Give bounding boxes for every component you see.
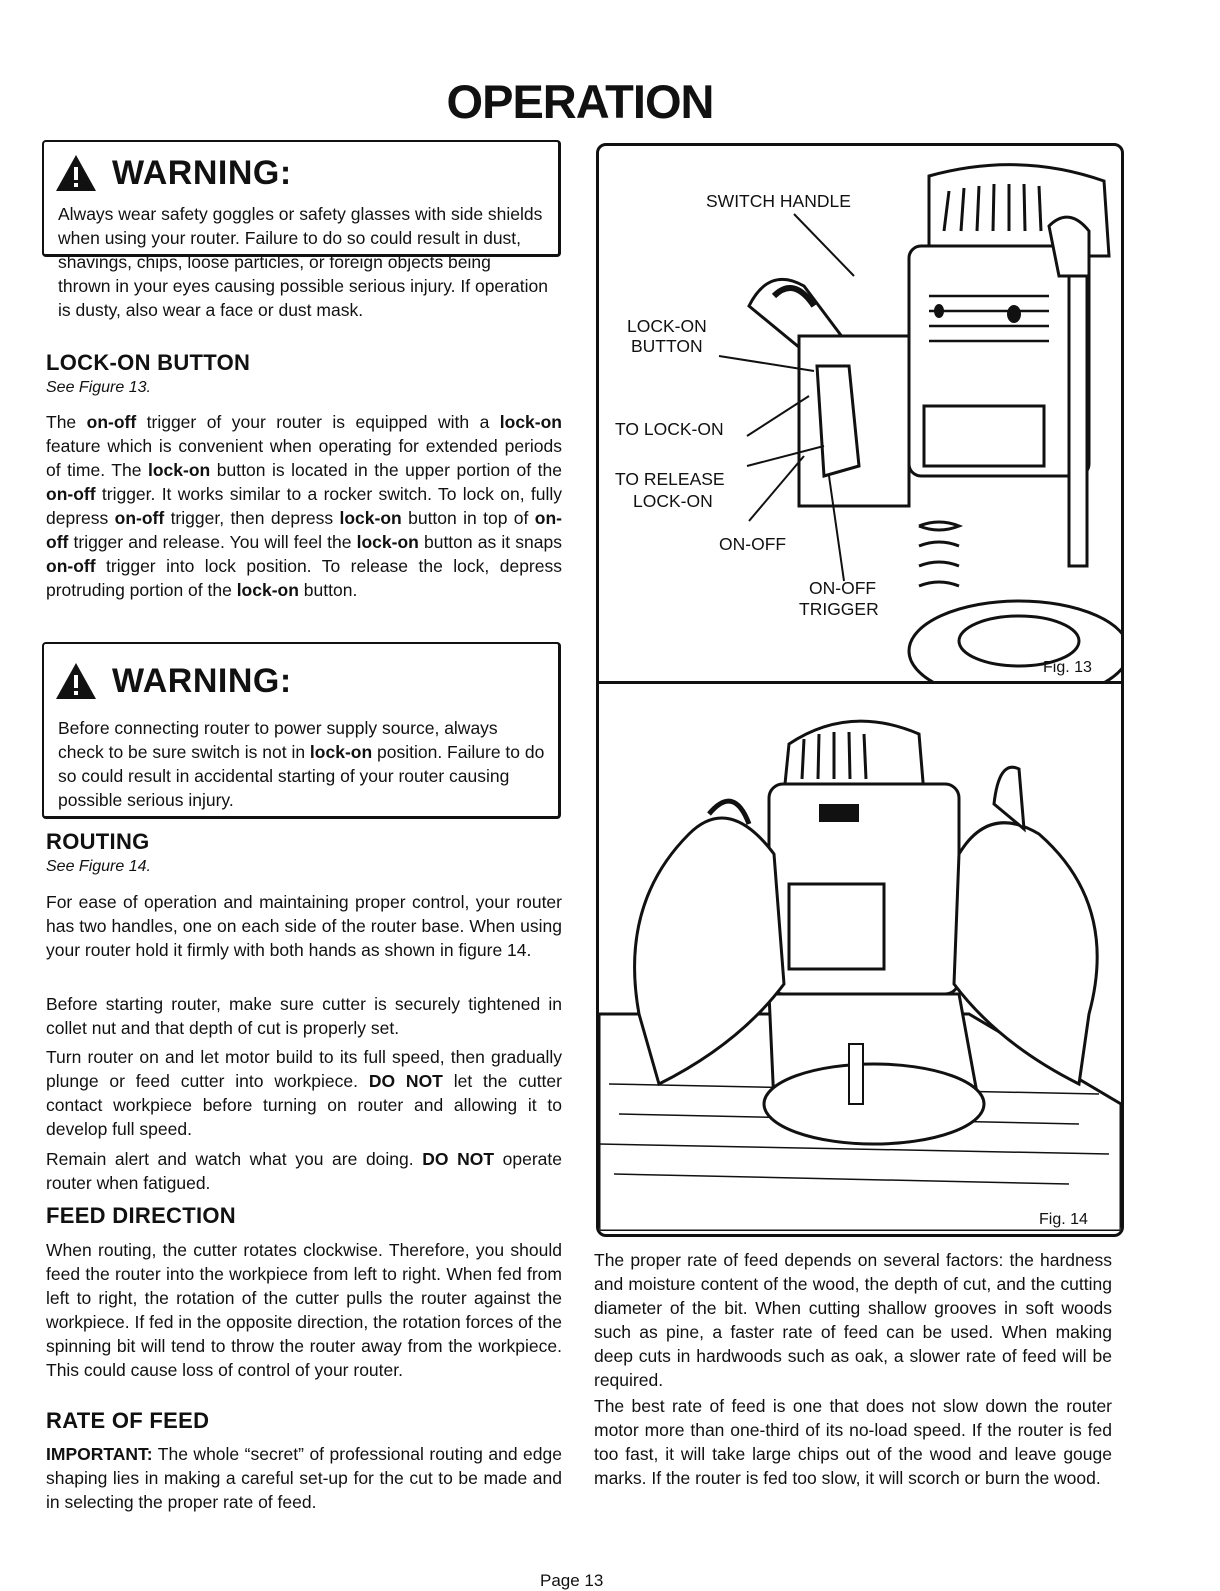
warning-triangle-icon (54, 661, 98, 701)
routing-paragraph-2: Before starting router, make sure cutter is securely tightened in collet nut and that depth of cut is properly set. (46, 994, 562, 1038)
see-figure-13: See Figure 13. (46, 379, 151, 396)
figure-14-caption: Fig. 14 (1039, 1211, 1088, 1228)
page-number: Page 13 (540, 1571, 604, 1590)
figure-13-caption: Fig. 13 (1043, 659, 1092, 676)
warning-triangle-icon (54, 153, 98, 193)
warning-box-lock-on-check (42, 642, 561, 819)
warning-text: Always wear safety goggles or safety glasses with side shields when using your router. Failure to do so could result in dust, shavings, chips, loose particles, or foreign objects being thrown in your eyes causing possible serious injury. If operation is dusty, also wear a face or dust mask. (58, 204, 548, 320)
warning-header (44, 644, 558, 712)
routing-paragraph-3: Turn router on and let motor build to its full speed, then gradually plunge or feed cutter into workpiece. DO NOT let the cutter contact workpiece before turning on router and allowing it to develop full speed. (46, 1047, 562, 1139)
warning-header (44, 142, 558, 198)
routing-paragraph-4: Remain alert and watch what you are doing. DO NOT operate router when fatigued. (46, 1149, 562, 1193)
routing-paragraph-1: For ease of operation and maintaining proper control, your router has two handles, one on each side of the router base. When using your router hold it firmly with both hands as shown in figure 14. (46, 892, 562, 960)
label-on-off-trigger-line2: TRIGGER (799, 599, 879, 619)
label-on-off: ON-OFF (719, 534, 787, 554)
page-title: OPERATION (446, 75, 714, 128)
label-lock-on-button-line1: LOCK-ON (627, 316, 707, 336)
label-to-release-line1: TO RELEASE (615, 469, 725, 489)
lock-on-paragraph: The on-off trigger of your router is equipped with a lock-on feature which is convenient when operating for extended periods of time. The lock-on button is located in the upper portion of the on-off trigger. It works similar to a rocker switch. To lock on, fully depress on-off trigger, then depress lock-on button in top of on-off trigger and release. You will feel the lock-on button as it snaps on-off trigger into lock position. To release the lock, depress protruding portion of the lock-on button. (46, 412, 562, 600)
rate-of-feed-factors-paragraph: The proper rate of feed depends on several factors: the hardness and moisture content of the wood, the depth of cut, and the cutting diameter of the bit. When cutting shallow grooves in soft woods such as pine, a faster rate of feed can be used. When making deep cuts in hardwoods such as oak, a slower rate of feed will be required. (594, 1250, 1112, 1390)
label-to-release-line2: LOCK-ON (633, 491, 713, 511)
router-routing-illustration (599, 684, 1121, 1231)
label-switch-handle: SWITCH HANDLE (706, 191, 851, 211)
figure-box (596, 143, 1124, 1237)
warning-heading: WARNING: (112, 661, 292, 700)
see-figure-14: See Figure 14. (46, 858, 151, 875)
label-lock-on-button-line2: BUTTON (631, 336, 703, 356)
section-heading-routing: ROUTING (46, 829, 150, 854)
section-heading-lock-on-button: LOCK-ON BUTTON (46, 350, 251, 375)
label-to-lock-on: TO LOCK-ON (615, 419, 724, 439)
warning-heading: WARNING: (112, 153, 292, 192)
rate-of-feed-paragraph: IMPORTANT: The whole “secret” of professional routing and edge shaping lies in making a careful set-up for the cut to be made and in selecting the proper rate of feed. (46, 1444, 562, 1512)
section-heading-feed-direction: FEED DIRECTION (46, 1203, 236, 1228)
section-heading-rate-of-feed: RATE OF FEED (46, 1408, 210, 1433)
warning-box-safety-goggles (42, 140, 561, 320)
label-on-off-trigger-line1: ON-OFF (809, 578, 877, 598)
feed-direction-paragraph: When routing, the cutter rotates clockwise. Therefore, you should feed the router into the workpiece from left to right. When fed from left to right, the rotation of the cutter pulls the router against the workpiece. If fed in the opposite direction, the rotation forces of the spinning bit will tend to throw the router away from the workpiece. This could cause loss of control of your router. (46, 1240, 562, 1380)
warning-text: Before connecting router to power supply source, always check to be sure switch is not in lock-on position. Failure to do so could result in accidental starting of your router causing possible serious injury. (58, 718, 545, 810)
best-rate-of-feed-paragraph: The best rate of feed is one that does not slow down the router motor more than one-third of its no-load speed. If the router is fed too fast, it will take large chips out of the wood and leave gouge marks. If the router is fed too slow, it will scorch or burn the wood. (594, 1396, 1112, 1488)
